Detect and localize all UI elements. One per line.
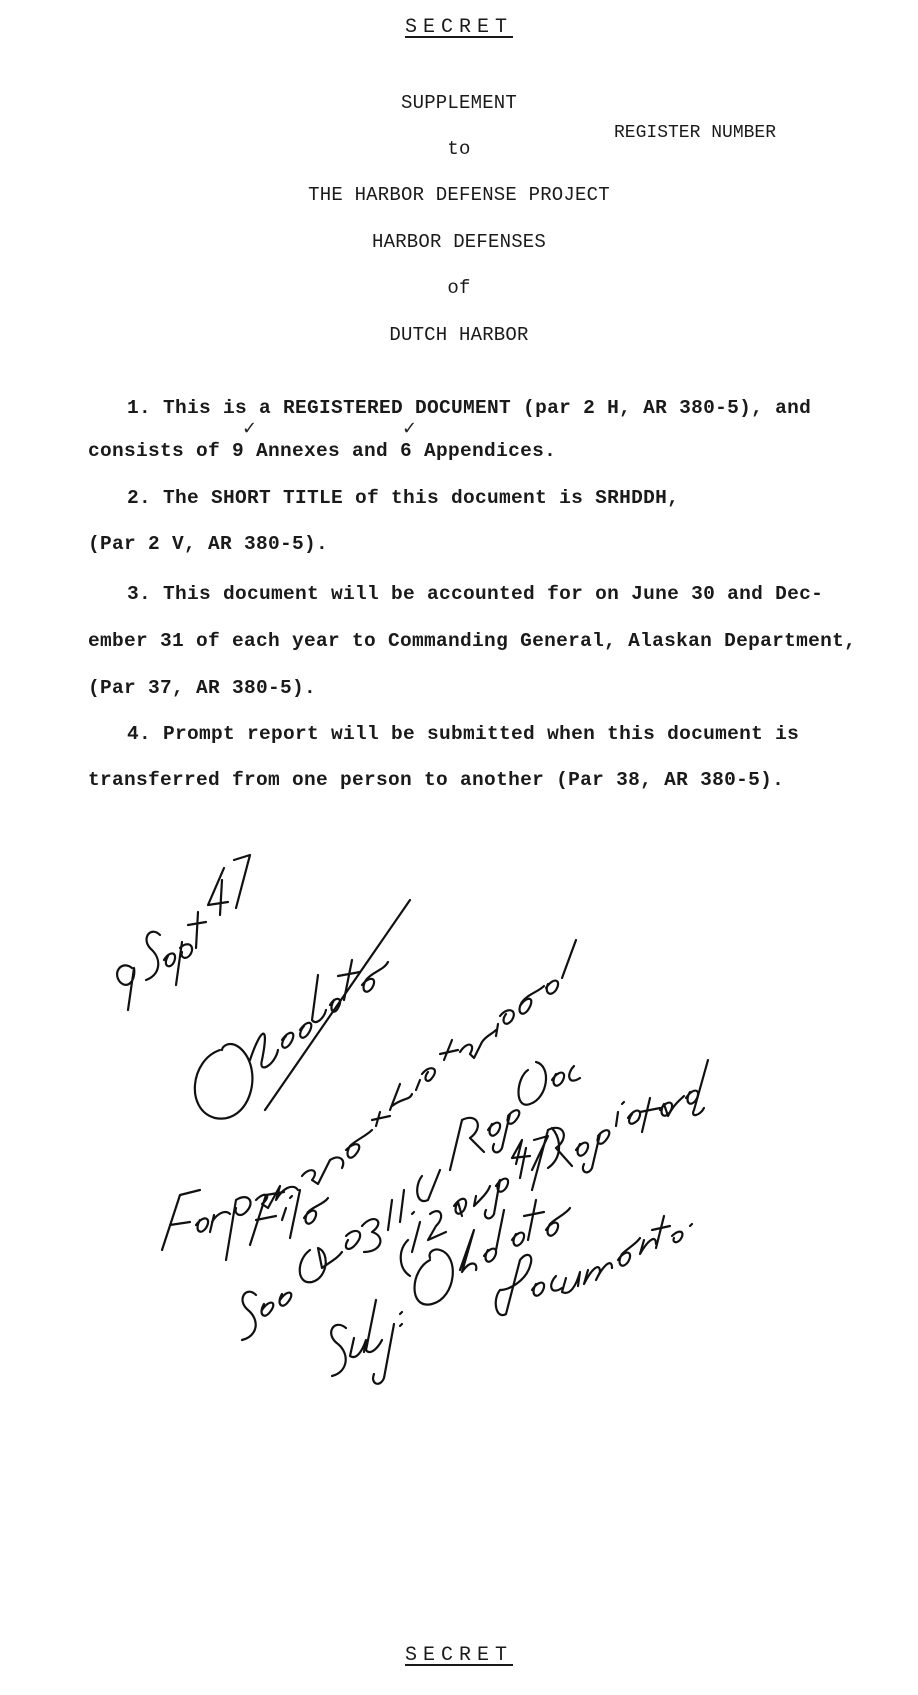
title-line-project: THE HARBOR DEFENSE PROJECT [308, 184, 610, 206]
paragraph-3-line-3: (Par 37, AR 380-5). [88, 677, 317, 699]
handwriting-date [117, 855, 250, 1010]
title-line-dutch-harbor: DUTCH HARBOR [389, 324, 529, 346]
paragraph-2-line-2: (Par 2 V, AR 380-5). [88, 533, 329, 555]
paragraph-3-line-2: ember 31 of each year to Commanding General, Alaskan Department, [88, 630, 857, 652]
handwriting-subject [331, 1060, 708, 1384]
paragraph-4-line-1: 4. Prompt report will be submitted when this document is [127, 723, 800, 745]
checkmark-icon: ✓ [402, 418, 418, 439]
title-line-supplement: SUPPLEMENT [400, 92, 518, 114]
register-number-label: REGISTER NUMBER [614, 123, 777, 143]
paragraph-1-line-2: consists of 9 Annexes and 6 Appendices. [88, 440, 557, 462]
checkmark-icon: ✓ [242, 418, 258, 439]
handwriting-obsolete [195, 900, 410, 1119]
handwriting-reference [242, 1062, 580, 1340]
title-line-to: to [447, 138, 471, 160]
paragraph-4-line-2: transferred from one person to another (Par 38, AR 380-5). [88, 769, 785, 791]
title-line-harbor-defenses: HARBOR DEFENSES [371, 231, 547, 253]
paragraph-2-line-1: 2. The SHORT TITLE of this document is SRHDDH, [127, 487, 680, 509]
handwriting-permanent-file [162, 940, 576, 1260]
classification-header: SECRET [404, 16, 513, 39]
classification-footer: SECRET [404, 1644, 513, 1667]
paragraph-1-line-1: 1. This is a REGISTERED DOCUMENT (par 2 H, AR 380-5), and [127, 397, 812, 419]
paragraph-3-line-1: 3. This document will be accounted for on June 30 and Dec- [127, 583, 824, 605]
title-line-of: of [447, 277, 471, 299]
